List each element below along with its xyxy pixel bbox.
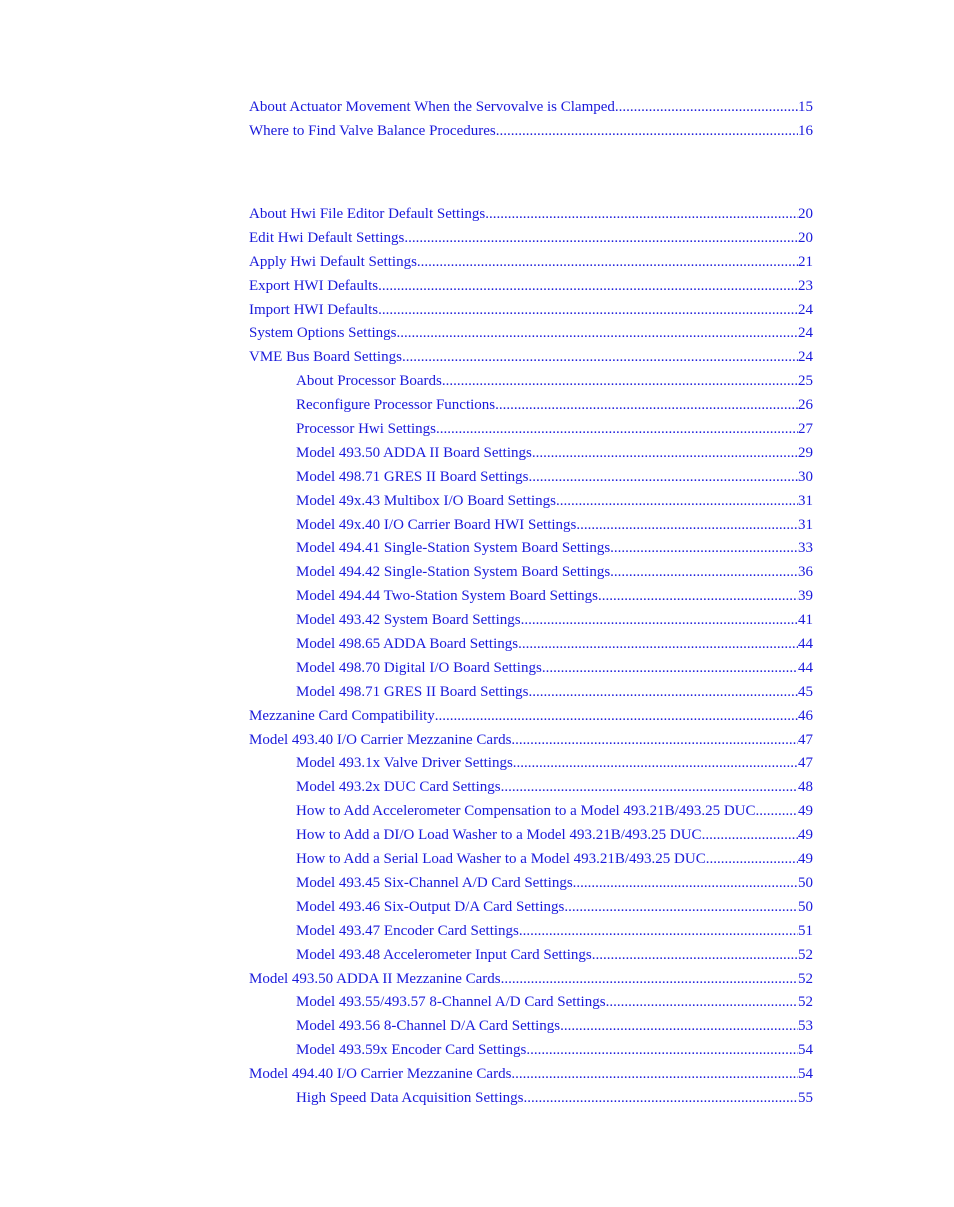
toc-dot-leader: [576, 517, 798, 534]
toc-entry-title: Model 493.1x Valve Driver Settings: [296, 755, 513, 772]
toc-entry-title: Model 493.59x Encoder Card Settings: [296, 1042, 527, 1059]
toc-group-hwi-section: [249, 206, 813, 1114]
toc-page-number: 36: [798, 564, 813, 581]
toc-entry-link[interactable]: [249, 827, 813, 851]
toc-dot-leader: [521, 612, 798, 629]
toc-dot-leader: [556, 493, 798, 510]
toc-entry-link[interactable]: [249, 851, 813, 875]
toc-entry-title: Mezzanine Card Compatibility: [249, 707, 435, 724]
toc-page-number: 52: [798, 946, 813, 963]
toc-dot-leader: [529, 684, 799, 701]
toc-entry-link[interactable]: [249, 755, 813, 779]
toc-entry-link[interactable]: [249, 325, 813, 349]
toc-entry-title: How to Add a Serial Load Washer to a Model 493.21B/493.25 DUC: [296, 851, 706, 868]
toc-dot-leader: [402, 349, 798, 366]
toc-page-number: 49: [798, 851, 813, 868]
toc-entry-link[interactable]: [249, 684, 813, 708]
toc-entry-link[interactable]: [249, 1018, 813, 1042]
toc-entry-title: Model 498.65 ADDA Board Settings: [296, 636, 519, 653]
toc-entry-title: Model 493.56 8-Channel D/A Card Settings: [296, 1018, 561, 1035]
toc-entry-title: Edit Hwi Default Settings: [249, 229, 405, 246]
toc-entry-link[interactable]: [249, 1042, 813, 1066]
toc-entry-link[interactable]: [249, 732, 813, 756]
toc-entry-link[interactable]: [249, 636, 813, 660]
toc-page-number: 25: [798, 373, 813, 390]
toc-entry-link[interactable]: [249, 899, 813, 923]
toc-page-number: 47: [798, 755, 813, 772]
toc-dot-leader: [435, 708, 798, 725]
toc-page-number: 54: [798, 1042, 813, 1059]
toc-entry-link[interactable]: [249, 493, 813, 517]
toc-page-number: 30: [798, 468, 813, 485]
toc-dot-leader: [532, 445, 798, 462]
toc-entry-title: Model 49x.43 Multibox I/O Board Settings: [296, 492, 556, 509]
toc-page-number: 31: [798, 492, 813, 509]
toc-entry-title: Model 493.47 Encoder Card Settings: [296, 922, 519, 939]
toc-entry-link[interactable]: [249, 397, 813, 421]
toc-dot-leader: [542, 660, 798, 677]
toc-page-number: 44: [798, 659, 813, 676]
toc-dot-leader: [519, 923, 798, 940]
toc-group-valve-section: [249, 99, 813, 147]
toc-entry-title: Model 494.42 Single-Station System Board Settings: [296, 564, 611, 581]
toc-dot-leader: [511, 1066, 798, 1083]
toc-page-number: 24: [798, 325, 813, 342]
toc-dot-leader: [529, 469, 799, 486]
toc-entry-title: High Speed Data Acquisition Settings: [296, 1089, 524, 1106]
toc-entry-title: Model 494.44 Two-Station System Board Settings: [296, 588, 599, 605]
toc-page-number: 50: [798, 874, 813, 891]
toc-dot-leader: [378, 278, 798, 295]
toc-entry-title: How to Add Accelerometer Compensation to a Model 493.21B/493.25 DUC: [296, 803, 756, 820]
toc-entry-title: Model 498.70 Digital I/O Board Settings: [296, 659, 542, 676]
toc-entry-title: Model 498.71 GRES II Board Settings: [296, 683, 529, 700]
toc-entry-title: Model 493.50 ADDA II Board Settings: [296, 444, 532, 461]
toc-dot-leader: [592, 947, 798, 964]
toc-entry-link[interactable]: [249, 923, 813, 947]
toc-entry-link[interactable]: [249, 875, 813, 899]
toc-dot-leader: [404, 230, 798, 247]
toc-dot-leader: [606, 994, 798, 1011]
toc-page-number: 24: [798, 349, 813, 366]
toc-dot-leader: [523, 1090, 798, 1107]
toc-dot-leader: [615, 99, 798, 116]
toc-entry-link[interactable]: [249, 612, 813, 636]
toc-entry-link[interactable]: [249, 779, 813, 803]
toc-entry-title: Apply Hwi Default Settings: [249, 253, 417, 270]
toc-page-number: 20: [798, 229, 813, 246]
toc-page-number: 53: [798, 1018, 813, 1035]
toc-entry-link[interactable]: [249, 349, 813, 373]
toc-entry-title: Model 493.45 Six-Channel A/D Card Settings: [296, 874, 573, 891]
toc-entry-title: Model 493.42 System Board Settings: [296, 612, 521, 629]
toc-entry-link[interactable]: [249, 540, 813, 564]
toc-dot-leader: [378, 302, 798, 319]
toc-entry-title: How to Add a DI/O Load Washer to a Model 493.21B/493.25 DUC: [296, 827, 702, 844]
toc-entry-title: Model 493.2x DUC Card Settings: [296, 779, 501, 796]
toc-entry-link[interactable]: [249, 123, 813, 147]
toc-page-number: 21: [798, 253, 813, 270]
toc-dot-leader: [417, 254, 798, 271]
toc-entry-link[interactable]: [249, 971, 813, 995]
toc-dot-leader: [495, 397, 798, 414]
toc-page-number: 49: [798, 803, 813, 820]
toc-page-number: 46: [798, 707, 813, 724]
toc-page-number: 20: [798, 206, 813, 222]
toc-entry-link[interactable]: [249, 445, 813, 469]
toc-entry-title: Model 493.48 Accelerometer Input Card Settings: [296, 946, 592, 963]
toc-page-number: 45: [798, 683, 813, 700]
toc-page-number: 29: [798, 444, 813, 461]
toc-entry-title: Model 493.55/493.57 8-Channel A/D Card Settings: [296, 994, 606, 1011]
toc-page-number: 44: [798, 636, 813, 653]
toc-dot-leader: [526, 1042, 798, 1059]
toc-dot-leader: [436, 421, 798, 438]
toc-page-number: 16: [798, 122, 813, 139]
toc-entry-link[interactable]: [249, 1066, 813, 1090]
toc-entry-title: Model 493.40 I/O Carrier Mezzanine Cards: [249, 731, 512, 748]
toc-entry-title: Model 493.50 ADDA II Mezzanine Cards: [249, 970, 501, 987]
toc-page-number: 31: [798, 516, 813, 533]
toc-page-number: 49: [798, 827, 813, 844]
toc-dot-leader: [397, 325, 798, 342]
toc-dot-leader: [706, 851, 798, 868]
toc-entry-link[interactable]: [249, 421, 813, 445]
toc-dot-leader: [518, 636, 798, 653]
toc-entry-title: About Processor Boards: [296, 373, 442, 390]
toc-entry-title: Reconfigure Processor Functions: [296, 397, 496, 414]
toc-dot-leader: [485, 206, 798, 223]
toc-page-number: 47: [798, 731, 813, 748]
toc-dot-leader: [756, 803, 798, 820]
toc-page-number: 54: [798, 1066, 813, 1083]
toc-page-number: 50: [798, 898, 813, 915]
toc-page-number: 26: [798, 397, 813, 414]
toc-entry-link[interactable]: [249, 947, 813, 971]
toc-page-number: 39: [798, 588, 813, 605]
toc-entry-link[interactable]: [249, 803, 813, 827]
toc-entry-title: About Hwi File Editor Default Settings: [249, 206, 486, 222]
toc-entry-link[interactable]: [249, 588, 813, 612]
toc-page-number: 33: [798, 540, 813, 557]
toc-dot-leader: [501, 779, 798, 796]
toc-dot-leader: [573, 875, 798, 892]
toc-entry-link[interactable]: [249, 517, 813, 541]
toc-dot-leader: [598, 588, 798, 605]
toc-entry-link[interactable]: [249, 302, 813, 326]
toc-dot-leader: [442, 373, 798, 390]
toc-entry-title: Export HWI Defaults: [249, 277, 379, 294]
toc-dot-leader: [610, 540, 798, 557]
toc-entry-link[interactable]: [249, 206, 813, 230]
toc-entry-link[interactable]: [249, 708, 813, 732]
toc-page-number: 51: [798, 922, 813, 939]
toc-dot-leader: [513, 755, 798, 772]
toc-dot-leader: [702, 827, 798, 844]
toc-dot-leader: [610, 564, 798, 581]
toc-page-number: 23: [798, 277, 813, 294]
toc-entry-title: Import HWI Defaults: [249, 301, 379, 318]
toc-entry-title: Model 493.46 Six-Output D/A Card Settings: [296, 898, 565, 915]
toc-entry-link[interactable]: [249, 254, 813, 278]
toc-page-number: 48: [798, 779, 813, 796]
toc-entry-title: Model 498.71 GRES II Board Settings: [296, 468, 529, 485]
toc-page-number: 15: [798, 99, 813, 115]
toc-dot-leader: [501, 971, 798, 988]
toc-dot-leader: [564, 899, 798, 916]
toc-entry-link[interactable]: [249, 373, 813, 397]
toc-entry-link[interactable]: [249, 564, 813, 588]
toc-entry-title: Processor Hwi Settings: [296, 421, 436, 438]
toc-entry-title: Model 49x.40 I/O Carrier Board HWI Settings: [296, 516, 577, 533]
toc-entry-link[interactable]: [249, 660, 813, 684]
toc-entry-title: Model 494.41 Single-Station System Board Settings: [296, 540, 611, 557]
toc-page-number: 52: [798, 994, 813, 1011]
toc-page-number: 41: [798, 612, 813, 629]
toc-entry-title: Model 494.40 I/O Carrier Mezzanine Cards: [249, 1066, 512, 1083]
toc-entry-title: About Actuator Movement When the Servovalve is Clamped: [249, 99, 615, 115]
toc-page-number: 52: [798, 970, 813, 987]
toc-entry-link[interactable]: [249, 994, 813, 1018]
toc-page-number: 27: [798, 421, 813, 438]
toc-entry-link[interactable]: [249, 99, 813, 123]
toc-entry-title: VME Bus Board Settings: [249, 349, 402, 366]
toc-dot-leader: [496, 123, 798, 140]
toc-dot-leader: [511, 732, 798, 749]
toc-page-number: 24: [798, 301, 813, 318]
toc-page-number: 55: [798, 1089, 813, 1106]
toc-entry-title: System Options Settings: [249, 325, 397, 342]
toc-entry-link[interactable]: [249, 1090, 813, 1114]
toc-entry-title: Where to Find Valve Balance Procedures: [249, 122, 496, 139]
toc-entry-link[interactable]: [249, 469, 813, 493]
toc-dot-leader: [560, 1018, 798, 1035]
toc-entry-link[interactable]: [249, 278, 813, 302]
toc-entry-link[interactable]: [249, 230, 813, 254]
